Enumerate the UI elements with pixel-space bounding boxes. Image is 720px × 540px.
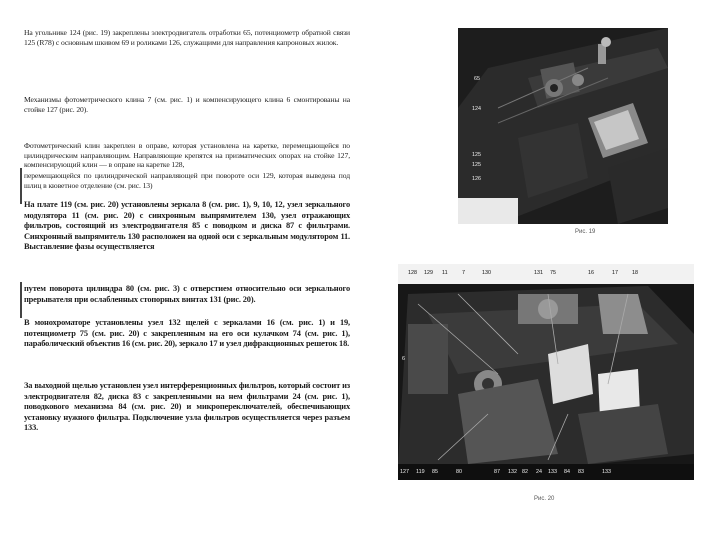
fig20-top-label: 7 xyxy=(462,270,465,276)
figure-20-illustration xyxy=(398,264,694,480)
fig20-bottom-label: 133 xyxy=(602,469,611,475)
paragraph-5: На плате 119 (см. рис. 20) установлены зеркала 8 (см. рис. 1), 9, 10, 12, узел зеркального модулятора 11 (см. рис. 20) с синхронным выпрямителем 130, узел отражающих фильтров, состоящий из электродвигателя 85 с поводком и диска 87 с фильтрами. Синхронный выпрямитель 130 расположен на одной оси с зеркальным модулятором 11. Выставление фазы осуществляется xyxy=(24,200,350,252)
fig19-label: 126 xyxy=(472,176,481,182)
paragraph-8: За выходной щелью установлен узел интерференционных фильтров, который состоит из электродвигателя 82, диска 83 с закрепленными на нем фильтрами 24 (см. рис. 1), поводкового механизма 84 (см. рис. 20) и микропереключателей, обеспечивающих установку нужного фильтра. Подключение узла фильтров осуществляется через разъем 133. xyxy=(24,381,350,433)
fig19-label: 125 xyxy=(472,162,481,168)
paragraph-3: Фотометрический клин закреплен в оправе, которая установлена на каретке, перемещающейся по цилиндрическим направляющим. Направляющие крепятся на призматических опорах на стойке 127, компенсирующий клин — в оправе на каретке 128, xyxy=(24,141,350,170)
fig20-top-label: 130 xyxy=(482,270,491,276)
fig20-top-label: 131 xyxy=(534,270,543,276)
fig20-bottom-label: 24 xyxy=(536,469,542,475)
fig20-top-label: 16 xyxy=(588,270,594,276)
fig20-bottom-label: 82 xyxy=(522,469,528,475)
scan-frame-left-2 xyxy=(20,282,22,318)
fig20-top-label: 128 xyxy=(408,270,417,276)
paragraph-6: путем поворота цилиндра 80 (см. рис. 3) с отверстием относительно оси зеркального прерывателя при ослабленных стопорных винтах 131 (рис. 20). xyxy=(24,284,350,304)
figure-19-illustration xyxy=(458,28,668,224)
fig20-top-label: 17 xyxy=(612,270,618,276)
fig20-side-label: 6 xyxy=(402,356,405,362)
fig19-label: 125 xyxy=(472,152,481,158)
paragraph-7: В монохроматоре установлены узел 132 щелей с зеркалами 16 (см. рис. 1) и 19, потенциометр 75 (см. рис. 20) с закрепленным на его оси кулачком 74 (см. рис. 1), параболический объектив 16 (см. рис. 20), зеркало 17 и узел дифракционных решеток 18. xyxy=(24,318,350,349)
paragraph-1: На угольнике 124 (рис. 19) закреплены электродвигатель отработки 65, потенциометр обратной связи 125 (R78) с основным шкивом 69 и роликами 126, служащими для направления капроновых жилок. xyxy=(24,28,350,47)
fig20-bottom-label: 80 xyxy=(456,469,462,475)
fig20-bottom-label: 84 xyxy=(564,469,570,475)
fig19-label: 65 xyxy=(474,76,480,82)
figure-19-photo xyxy=(458,28,668,224)
figure-20-photo xyxy=(398,264,694,480)
fig20-bottom-label: 85 xyxy=(432,469,438,475)
fig20-bottom-label: 87 xyxy=(494,469,500,475)
paragraph-2: Механизмы фотометрического клина 7 (см. рис. 1) и компенсирующего клина 6 смонтированы на стойке 127 (рис. 20). xyxy=(24,95,350,114)
fig20-bottom-label: 132 xyxy=(508,469,517,475)
figure-20-caption: Рис. 20 xyxy=(534,496,555,502)
fig20-bottom-label: 119 xyxy=(416,469,425,475)
fig19-label: 124 xyxy=(472,106,481,112)
fig20-bottom-label: 127 xyxy=(400,469,409,475)
fig20-top-label: 11 xyxy=(442,270,448,276)
fig20-top-label: 129 xyxy=(424,270,433,276)
fig20-top-label: 18 xyxy=(632,270,638,276)
fig20-bottom-label: 133 xyxy=(548,469,557,475)
figure-19-caption: Рис. 19 xyxy=(575,229,596,235)
fig20-bottom-label: 83 xyxy=(578,469,584,475)
scan-frame-left xyxy=(20,168,22,204)
paragraph-4: перемещающейся по цилиндрической направляющей при повороте оси 129, которая выведена под шлиц в кюветное отделение (см. рис. 13) xyxy=(24,171,350,190)
fig20-top-label: 75 xyxy=(550,270,556,276)
